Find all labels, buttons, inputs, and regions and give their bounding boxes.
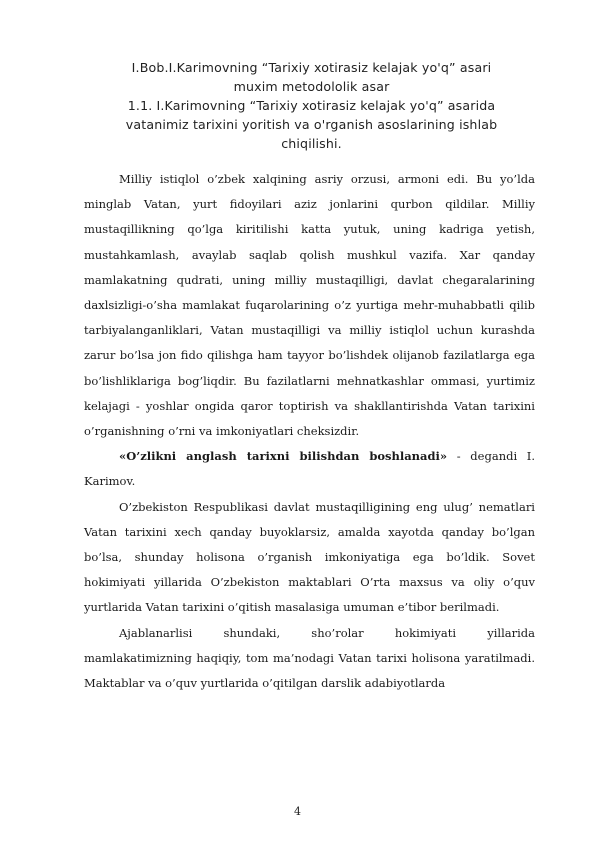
quote-attribution: - degandi I. Karimov. xyxy=(84,449,535,489)
paragraph-2: O’zbekiston Respublikasi davlat mustaqilligining eng ulug’ nematlari Vatan tarixini xech qanday buyoklarsiz, amalda xayotda qanday bo’lgan bo’lsa, shunday holisona o’rganish imkoniyatiga ega bo’ldik. Sovet hokimiyati yillarida O’zbekiston maktablari O’rta maxsus va oliy o’quv yurtlarida Vatan tarixini o’qitish masalasiga umuman e’tibor berilmadi. xyxy=(84,499,535,615)
chapter-heading xyxy=(82,58,541,153)
paragraph-1: Milliy istiqlol o’zbek xalqining asriy orzusi, armoni edi. Bu yo’lda minglab Vatan, yurt fidoyilari aziz jonlarini qurbon qildilar. Milliy mustaqillikning qo’lga kiritilishi katta yutuk, uning kadriga yetish, mustahkamlash, avaylab saqlab qolish mushkul vazifa. Xar qanday mamlakatning qudrati, uning milliy mustaqilligi, davlat chegaralarining daxlsizligi-o’sha mamlakat fuqarolarining o’z yurtiga mehr-muhabbatli qilib tarbiyalanganliklari, Vatan mustaqilligi va milliy istiqlol uchun kurashda zarur bo’lsa jon fido qilishga ham tayyor bo’lishdek olijanob fazilatlarga ega bo’lishliklariga bog’liqdir. Bu fazilatlarni mehnatkashlar ommasi, yurtimiz kelajagi - yoshlar ongida qaror toptirish va shakllantirishda Vatan tarixini o’rganishning o’rni va imkoniyatlari cheksizdir. xyxy=(84,172,535,439)
heading-line-1: I.Bob.I.Karimovning “Tarixiy xotirasiz kelajak yo'q” asari xyxy=(131,60,492,75)
quote-bold: «O’zlikni anglash tarixni bilishdan boshlanadi» xyxy=(119,449,448,464)
paragraph-3: Ajablanarlisi shundaki, sho’rolar hokimiyati yillarida mamlakatimizning haqiqiy, tom ma’nodagi Vatan tarixi holisona yaratilmadi. Maktablar va o’quv yurtlarida o’qitilgan darslik adabiyotlarda xyxy=(84,625,535,691)
page-number: 4 xyxy=(294,805,301,818)
heading-line-5: chiqilishi. xyxy=(281,136,342,151)
heading-line-3: 1.1. I.Karimovning “Tarixiy xotirasiz kelajak yo'q” asarida xyxy=(127,98,496,113)
quote-paragraph xyxy=(84,444,535,494)
heading-line-2: muxim metodololik asar xyxy=(233,79,390,94)
heading-line-4: vatanimiz tarixini yoritish va o'rganish asoslarining ishlab xyxy=(125,117,498,132)
body-text xyxy=(84,167,535,696)
